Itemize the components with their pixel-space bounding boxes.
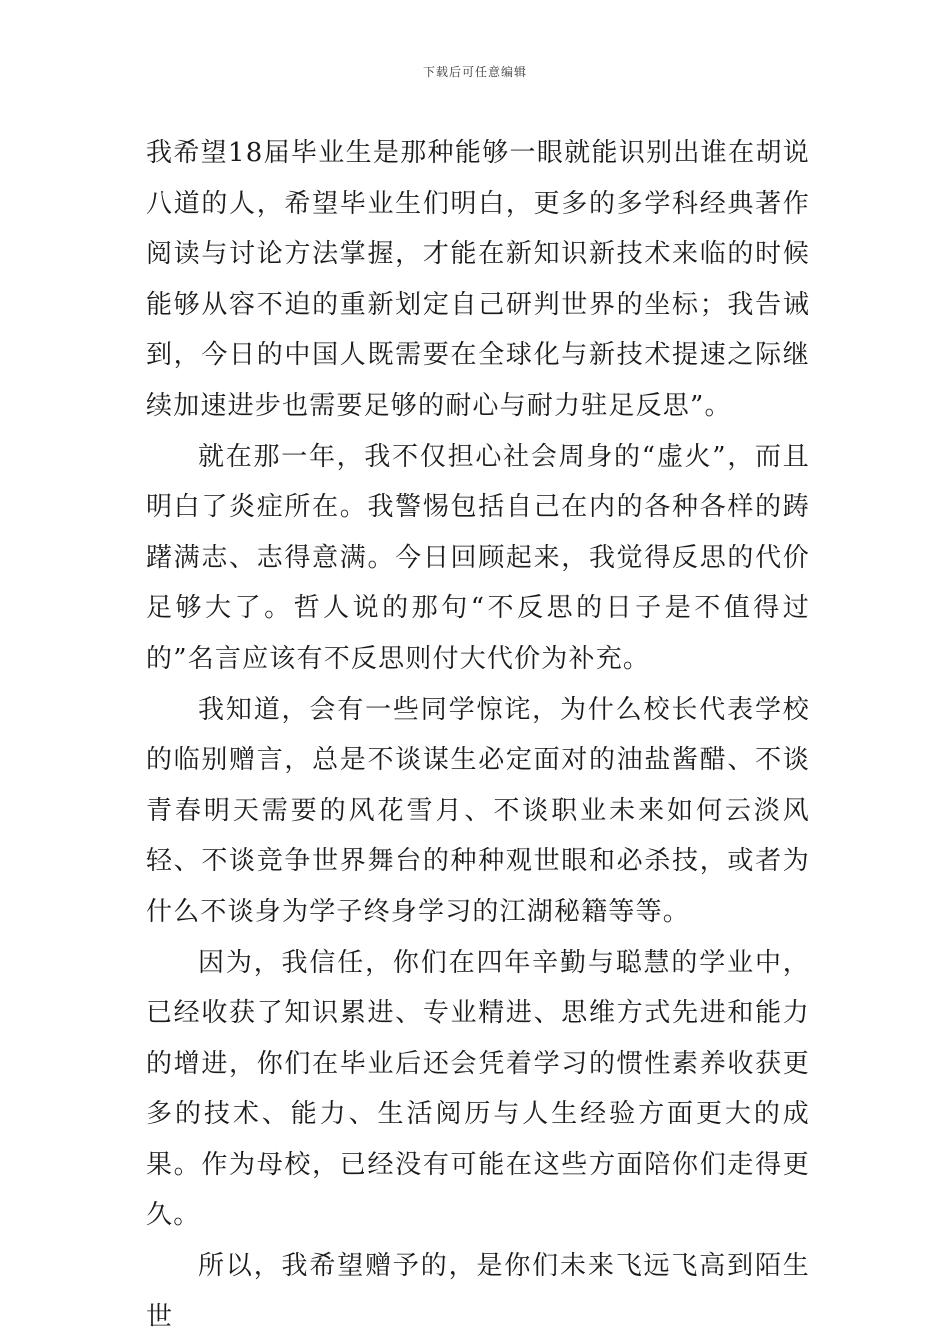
paragraph-4: 因为，我信任，你们在四年辛勤与聪慧的学业中，已经收获了知识累进、专业精进、思维方式先进和能力的增进，你们在毕业后还会凭着学习的惯性素养收获更多的技术、能力、生活阅历与人生经验方面更大的成果。作为母校，已经没有可能在这些方面陪你们走得更久。 [146,947,810,1231]
paragraph-3: 我知道，会有一些同学惊诧，为什么校长代表学校的临别赠言，总是不谈谋生必定面对的油盐酱醋、不谈青春明天需要的风花雪月、不谈职业未来如何云淡风轻、不谈竞争世界舞台的种种观世眼和必杀技，或者为什么不谈身为学子终身学习的江湖秘籍等等。 [146,694,810,927]
document-body [146,128,810,1342]
paragraph-5: 所以，我希望赠予的，是你们未来飞远飞高到陌生世 [146,1251,810,1332]
paragraph-2: 就在那一年，我不仅担心社会周身的“虚火”，而且明白了炎症所在。我警惕包括自己在内的各种各样的踌躇满志、志得意满。今日回顾起来，我觉得反思的代价足够大了。哲人说的那句“不反思的日子是不值得过的”名言应该有不反思则付大代价为补充。 [146,441,810,674]
paragraph-1: 我希望18届毕业生是那种能够一眼就能识别出谁在胡说八道的人，希望毕业生们明白，更多的多学科经典著作阅读与讨论方法掌握，才能在新知识新技术来临的时候能够从容不迫的重新划定自己研判世界的坐标；我告诫到，今日的中国人既需要在全球化与新技术提速之际继续加速进步也需要足够的耐心与耐力驻足反思”。 [146,138,810,421]
page-header-note: 下载后可任意编辑 [422,65,527,79]
